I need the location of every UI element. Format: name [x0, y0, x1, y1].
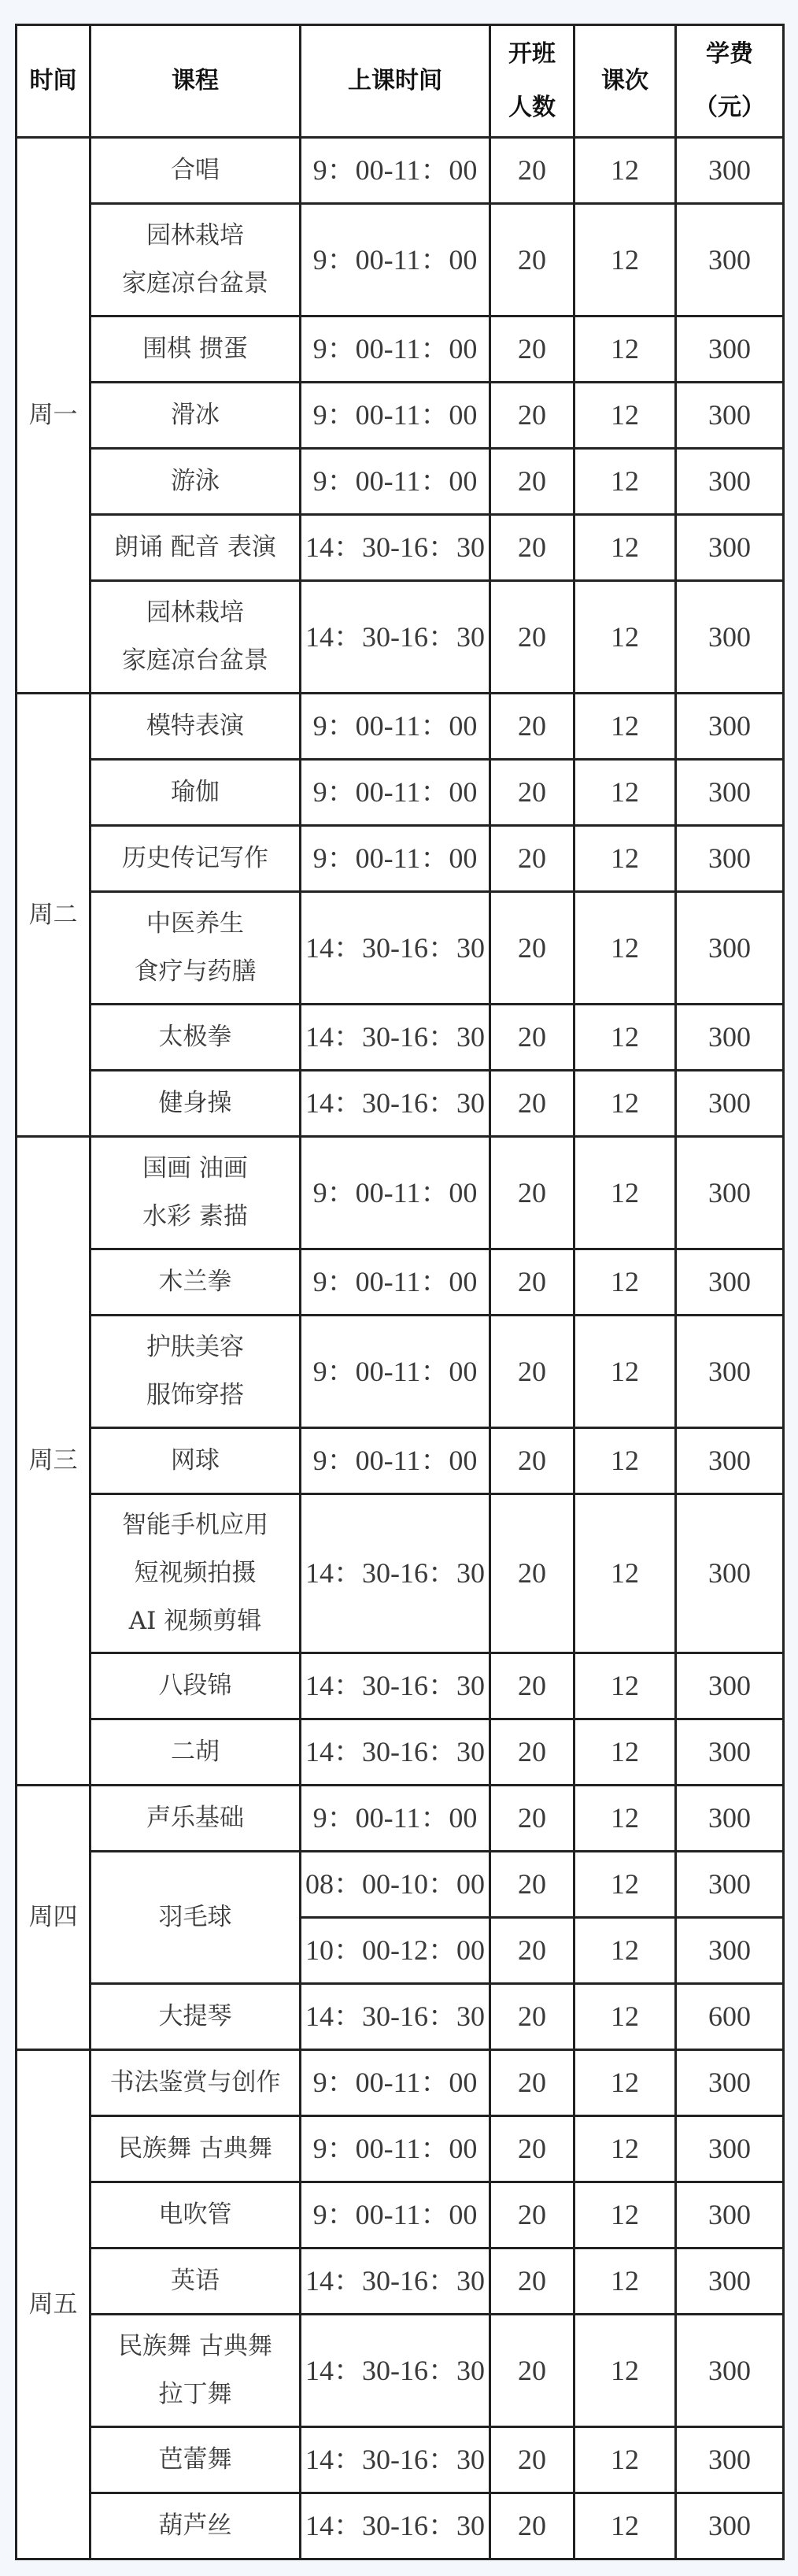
- course-name-line: 家庭凉台盆景: [122, 269, 268, 298]
- table-row: [17, 449, 784, 515]
- course-name-line: 朗诵 配音 表演: [114, 533, 276, 561]
- class-size-cell: 20: [490, 2116, 574, 2182]
- session-count-cell: 12: [574, 892, 676, 1005]
- course-name-cell: [91, 581, 301, 694]
- course-name-cell: [91, 1984, 301, 2050]
- class-size-cell: 20: [490, 826, 574, 892]
- course-name-line: 服饰穿搭: [146, 1381, 244, 1409]
- course-name-line: 民族舞 古典舞: [118, 2332, 272, 2360]
- fee-cell: 300: [676, 2182, 784, 2248]
- fee-cell: 300: [676, 2248, 784, 2315]
- day-cell: 周五: [17, 2050, 91, 2559]
- course-name-cell: [91, 449, 301, 515]
- class-size-cell: 20: [490, 383, 574, 449]
- course-name-line: 国画 油画: [142, 1154, 248, 1183]
- table-row: [17, 2248, 784, 2315]
- table-row: [17, 826, 784, 892]
- course-name-line: 水彩 素描: [142, 1202, 248, 1231]
- course-name-line: 太极拳: [158, 1023, 232, 1051]
- class-time-cell: 08：00-10：00: [301, 1852, 490, 1918]
- class-time-cell: 14：30-16：30: [301, 1719, 490, 1786]
- header-fee: [676, 25, 784, 138]
- header-class-size: [490, 25, 574, 138]
- course-name-cell: [91, 2050, 301, 2116]
- session-count-cell: 12: [574, 1494, 676, 1653]
- class-size-cell: 20: [490, 1494, 574, 1653]
- fee-cell: 300: [676, 449, 784, 515]
- class-time-cell: 9：00-11：00: [301, 1249, 490, 1316]
- session-count-cell: 12: [574, 204, 676, 316]
- class-size-cell: 20: [490, 1005, 574, 1071]
- class-size-cell: 20: [490, 449, 574, 515]
- table-row: [17, 316, 784, 383]
- course-name-line: 芭蕾舞: [158, 2445, 232, 2474]
- header-course: 课程: [91, 25, 301, 138]
- class-size-cell: 20: [490, 2315, 574, 2427]
- course-name-cell: [91, 1071, 301, 1137]
- course-name-line: 食疗与药膳: [134, 957, 257, 986]
- table-row: [17, 760, 784, 826]
- fee-cell: 300: [676, 1071, 784, 1137]
- course-name-cell: [91, 2182, 301, 2248]
- course-name-line: 网球: [171, 1446, 220, 1475]
- class-size-cell: 20: [490, 1852, 574, 1918]
- header-fee-line: 学费: [706, 40, 753, 68]
- class-time-cell: 9：00-11：00: [301, 2182, 490, 2248]
- class-size-cell: 20: [490, 2182, 574, 2248]
- course-name-line: 滑冰: [171, 401, 220, 429]
- class-size-cell: 20: [490, 204, 574, 316]
- course-name-line: 合唱: [171, 156, 220, 184]
- table-row: [17, 1852, 784, 1918]
- session-count-cell: 12: [574, 1137, 676, 1249]
- session-count-cell: 12: [574, 2182, 676, 2248]
- course-name-line: 书法鉴赏与创作: [109, 2068, 281, 2097]
- session-count-cell: 12: [574, 383, 676, 449]
- class-size-cell: 20: [490, 316, 574, 383]
- class-time-cell: 9：00-11：00: [301, 204, 490, 316]
- class-time-cell: 14：30-16：30: [301, 1071, 490, 1137]
- course-name-line: 模特表演: [146, 712, 244, 740]
- class-time-cell: 14：30-16：30: [301, 2427, 490, 2493]
- session-count-cell: 12: [574, 2493, 676, 2559]
- course-name-cell: [91, 1494, 301, 1653]
- course-name-line: 民族舞 古典舞: [118, 2134, 272, 2163]
- session-count-cell: 12: [574, 1249, 676, 1316]
- session-count-cell: 12: [574, 581, 676, 694]
- fee-cell: 600: [676, 1984, 784, 2050]
- class-time-cell: 9：00-11：00: [301, 316, 490, 383]
- fee-cell: 300: [676, 2116, 784, 2182]
- table-row: [17, 1494, 784, 1653]
- table-row: [17, 1984, 784, 2050]
- class-size-cell: 20: [490, 1719, 574, 1786]
- class-time-cell: 9：00-11：00: [301, 2116, 490, 2182]
- class-size-cell: 20: [490, 2248, 574, 2315]
- fee-cell: 300: [676, 138, 784, 204]
- class-size-cell: 20: [490, 1428, 574, 1494]
- course-name-line: 电吹管: [158, 2200, 232, 2229]
- fee-cell: 300: [676, 826, 784, 892]
- fee-cell: 300: [676, 2050, 784, 2116]
- course-name-cell: [91, 2427, 301, 2493]
- class-size-cell: 20: [490, 1137, 574, 1249]
- course-schedule-table: [15, 24, 785, 2560]
- fee-cell: 300: [676, 1918, 784, 1984]
- course-name-line: 葫芦丝: [158, 2511, 232, 2540]
- class-time-cell: 10：00-12：00: [301, 1918, 490, 1984]
- table-row: [17, 138, 784, 204]
- session-count-cell: 12: [574, 316, 676, 383]
- header-class-size-line: 开班: [508, 40, 556, 68]
- table-row: [17, 2050, 784, 2116]
- course-name-cell: [91, 1786, 301, 1852]
- class-time-cell: 9：00-11：00: [301, 760, 490, 826]
- course-name-cell: [91, 2315, 301, 2427]
- course-name-cell: [91, 515, 301, 581]
- course-name-line: 围棋 掼蛋: [142, 335, 248, 363]
- fee-cell: 300: [676, 1494, 784, 1653]
- session-count-cell: 12: [574, 515, 676, 581]
- course-name-line: 健身操: [158, 1089, 232, 1117]
- fee-cell: 300: [676, 2315, 784, 2427]
- class-size-cell: 20: [490, 2493, 574, 2559]
- course-name-cell: [91, 2116, 301, 2182]
- course-name-cell: [91, 1428, 301, 1494]
- class-time-cell: 9：00-11：00: [301, 383, 490, 449]
- course-name-cell: [91, 1653, 301, 1719]
- class-size-cell: 20: [490, 760, 574, 826]
- class-time-cell: 14：30-16：30: [301, 1653, 490, 1719]
- class-time-cell: 14：30-16：30: [301, 892, 490, 1005]
- fee-cell: 300: [676, 1852, 784, 1918]
- fee-cell: 300: [676, 1653, 784, 1719]
- session-count-cell: 12: [574, 760, 676, 826]
- course-name-line: 二胡: [171, 1738, 220, 1766]
- class-time-cell: 9：00-11：00: [301, 1137, 490, 1249]
- day-cell: 周四: [17, 1786, 91, 2050]
- class-size-cell: 20: [490, 2050, 574, 2116]
- course-name-line: 家庭凉台盆景: [122, 646, 268, 675]
- fee-cell: 300: [676, 204, 784, 316]
- session-count-cell: 12: [574, 138, 676, 204]
- course-name-cell: [91, 1316, 301, 1428]
- course-name-cell: [91, 694, 301, 760]
- fee-cell: 300: [676, 1786, 784, 1852]
- course-name-line: 护肤美容: [146, 1333, 244, 1361]
- table-row: [17, 383, 784, 449]
- header-class-size-line: 人数: [508, 94, 556, 121]
- session-count-cell: 12: [574, 1984, 676, 2050]
- class-size-cell: 20: [490, 892, 574, 1005]
- session-count-cell: 12: [574, 2248, 676, 2315]
- class-time-cell: 9：00-11：00: [301, 2050, 490, 2116]
- course-name-line: 智能手机应用: [122, 1511, 268, 1539]
- course-name-cell: [91, 1249, 301, 1316]
- class-time-cell: 14：30-16：30: [301, 2248, 490, 2315]
- class-time-cell: 14：30-16：30: [301, 2315, 490, 2427]
- course-name-line: AI 视频剪辑: [128, 1607, 262, 1635]
- course-name-line: 拉丁舞: [158, 2380, 232, 2408]
- class-time-cell: 14：30-16：30: [301, 2493, 490, 2559]
- session-count-cell: 12: [574, 1719, 676, 1786]
- class-time-cell: 9：00-11：00: [301, 1316, 490, 1428]
- class-size-cell: 20: [490, 2427, 574, 2493]
- course-name-line: 大提琴: [158, 2002, 232, 2030]
- table-row: [17, 2182, 784, 2248]
- fee-cell: 300: [676, 892, 784, 1005]
- table-row: [17, 515, 784, 581]
- header-day: 时间: [17, 25, 91, 138]
- fee-cell: 300: [676, 1249, 784, 1316]
- session-count-cell: 12: [574, 2427, 676, 2493]
- class-time-cell: 9：00-11：00: [301, 138, 490, 204]
- table-row: [17, 2315, 784, 2427]
- course-name-line: 声乐基础: [146, 1804, 244, 1832]
- course-name-cell: [91, 1005, 301, 1071]
- course-name-line: 八段锦: [158, 1671, 232, 1700]
- fee-cell: 300: [676, 316, 784, 383]
- fee-cell: 300: [676, 1316, 784, 1428]
- header-sessions: 课次: [574, 25, 676, 138]
- fee-cell: 300: [676, 1005, 784, 1071]
- class-time-cell: 9：00-11：00: [301, 826, 490, 892]
- session-count-cell: 12: [574, 1005, 676, 1071]
- class-time-cell: 14：30-16：30: [301, 1494, 490, 1653]
- header-time: 上课时间: [301, 25, 490, 138]
- session-count-cell: 12: [574, 2050, 676, 2116]
- course-name-cell: [91, 1852, 301, 1984]
- table-row: [17, 1316, 784, 1428]
- session-count-cell: 12: [574, 694, 676, 760]
- table-row: [17, 892, 784, 1005]
- course-name-line: 园林栽培: [146, 598, 244, 627]
- table-row: [17, 1786, 784, 1852]
- session-count-cell: 12: [574, 2315, 676, 2427]
- class-size-cell: 20: [490, 1653, 574, 1719]
- fee-cell: 300: [676, 1428, 784, 1494]
- session-count-cell: 12: [574, 1786, 676, 1852]
- table-row: [17, 694, 784, 760]
- table-row: [17, 1005, 784, 1071]
- class-time-cell: 9：00-11：00: [301, 1786, 490, 1852]
- schedule-body: [17, 138, 784, 2559]
- class-time-cell: 14：30-16：30: [301, 1005, 490, 1071]
- fee-cell: 300: [676, 515, 784, 581]
- table-row: [17, 2427, 784, 2493]
- fee-cell: 300: [676, 581, 784, 694]
- class-time-cell: 9：00-11：00: [301, 1428, 490, 1494]
- course-name-cell: [91, 826, 301, 892]
- table-row: [17, 1428, 784, 1494]
- class-size-cell: 20: [490, 1786, 574, 1852]
- course-name-line: 英语: [171, 2267, 220, 2295]
- course-name-line: 木兰拳: [158, 1268, 232, 1296]
- course-name-line: 中医养生: [146, 909, 244, 938]
- course-name-cell: [91, 204, 301, 316]
- table-row: [17, 1137, 784, 1249]
- class-time-cell: 14：30-16：30: [301, 515, 490, 581]
- class-time-cell: 14：30-16：30: [301, 581, 490, 694]
- course-name-line: 园林栽培: [146, 221, 244, 250]
- class-size-cell: 20: [490, 515, 574, 581]
- course-name-line: 历史传记写作: [122, 844, 268, 872]
- session-count-cell: 12: [574, 1918, 676, 1984]
- class-size-cell: 20: [490, 694, 574, 760]
- header-row: [17, 25, 784, 138]
- course-name-line: 瑜伽: [171, 778, 220, 806]
- course-name-line: 游泳: [171, 467, 220, 495]
- course-name-cell: [91, 316, 301, 383]
- fee-cell: 300: [676, 383, 784, 449]
- class-size-cell: 20: [490, 1071, 574, 1137]
- header-fee-line: （元）: [694, 94, 765, 121]
- fee-cell: 300: [676, 694, 784, 760]
- session-count-cell: 12: [574, 1316, 676, 1428]
- session-count-cell: 12: [574, 1653, 676, 1719]
- table-row: [17, 2116, 784, 2182]
- table-row: [17, 1719, 784, 1786]
- session-count-cell: 12: [574, 1852, 676, 1918]
- fee-cell: 300: [676, 2427, 784, 2493]
- class-time-cell: 9：00-11：00: [301, 449, 490, 515]
- class-size-cell: 20: [490, 1316, 574, 1428]
- session-count-cell: 12: [574, 826, 676, 892]
- table-row: [17, 2493, 784, 2559]
- fee-cell: 300: [676, 760, 784, 826]
- session-count-cell: 12: [574, 449, 676, 515]
- course-name-cell: [91, 1137, 301, 1249]
- table-row: [17, 1249, 784, 1316]
- day-cell: 周二: [17, 694, 91, 1137]
- session-count-cell: 12: [574, 1428, 676, 1494]
- class-size-cell: 20: [490, 138, 574, 204]
- course-name-cell: [91, 892, 301, 1005]
- class-size-cell: 20: [490, 1984, 574, 2050]
- day-cell: 周三: [17, 1137, 91, 1786]
- course-name-cell: [91, 2493, 301, 2559]
- table-row: [17, 581, 784, 694]
- class-time-cell: 9：00-11：00: [301, 694, 490, 760]
- course-name-cell: [91, 760, 301, 826]
- table-row: [17, 1071, 784, 1137]
- class-size-cell: 20: [490, 1918, 574, 1984]
- fee-cell: 300: [676, 1137, 784, 1249]
- class-time-cell: 14：30-16：30: [301, 1984, 490, 2050]
- class-size-cell: 20: [490, 1249, 574, 1316]
- table-row: [17, 204, 784, 316]
- course-name-cell: [91, 1719, 301, 1786]
- table-row: [17, 1653, 784, 1719]
- session-count-cell: 12: [574, 2116, 676, 2182]
- fee-cell: 300: [676, 1719, 784, 1786]
- course-name-line: 短视频拍摄: [134, 1559, 257, 1587]
- course-name-cell: [91, 383, 301, 449]
- day-cell: 周一: [17, 138, 91, 694]
- class-size-cell: 20: [490, 581, 574, 694]
- course-name-line: 羽毛球: [158, 1903, 232, 1931]
- session-count-cell: 12: [574, 1071, 676, 1137]
- course-name-cell: [91, 2248, 301, 2315]
- fee-cell: 300: [676, 2493, 784, 2559]
- course-name-cell: [91, 138, 301, 204]
